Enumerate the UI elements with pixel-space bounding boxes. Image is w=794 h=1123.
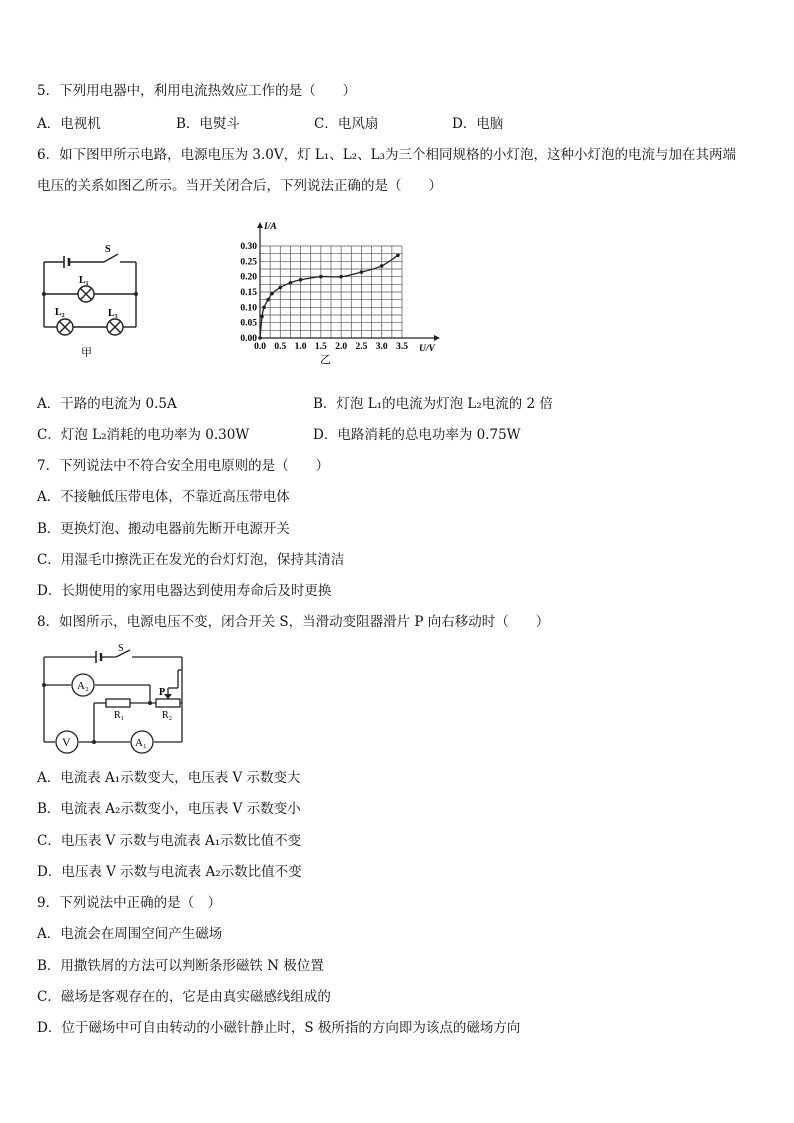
q5-option-a: A．电视机 [37, 116, 101, 132]
chart-series-line [260, 255, 398, 338]
chart-y-tick-label: 0.30 [240, 242, 257, 252]
q6-option-b: B．灯泡 L₁的电流为灯泡 L₂电流的 2 倍 [313, 396, 553, 412]
q6-option-d: D．电路消耗的总电功率为 0.75W [313, 427, 521, 443]
chart-x-tick-label: 2.5 [355, 342, 368, 352]
chart-x-tick-label: 2.0 [335, 342, 348, 352]
chart-y-tick-label: 0.20 [240, 272, 257, 283]
q9-option-c: C．磁场是客观存在的，它是由真实磁感线组成的 [37, 989, 331, 1005]
chart-x-tick-label: 3.5 [396, 342, 408, 352]
chart-data-point [380, 264, 384, 268]
chart-y-arrow [257, 222, 263, 228]
q6-stem-line1: 6．如下图甲所示电路，电源电压为 3.0V，灯 L₁、L₂、L₃为三个相同规格的小灯泡，这种小灯泡的电流与加在其两端 [37, 147, 737, 163]
q6-circuit-figure [36, 240, 148, 360]
q8-switch-label: S [118, 643, 124, 654]
q8-voltmeter-label: V [62, 735, 71, 749]
q8-option-d: D．电压表 V 示数与电流表 A₂示数比值不变 [37, 864, 302, 880]
q9-option-a: A．电流会在周围空间产生磁场 [37, 926, 223, 942]
q6-lamp2-label: L₂ [55, 307, 65, 318]
chart-data-point [299, 278, 303, 282]
q5-option-c: C．电风扇 [314, 116, 379, 132]
q9-option-b: B．用撒铁屑的方法可以判断条形磁铁 N 极位置 [37, 958, 324, 974]
chart-y-tick-label: 0.00 [240, 334, 257, 344]
chart-data-point [289, 281, 293, 285]
q9-option-d: D．位于磁场中可自由转动的小磁针静止时，S 极所指的方向即为该点的磁场方向 [37, 1020, 521, 1036]
chart-x-tick-label: 1.0 [294, 342, 307, 352]
chart-data-point [396, 253, 400, 257]
q5-stem: 5．下列用电器中，利用电流热效应工作的是（ ） [37, 83, 357, 99]
chart-data-point [339, 275, 343, 279]
q8-r1-label: R₁ [114, 710, 125, 721]
q7-stem: 7．下列说法中不符合安全用电原则的是（ ） [37, 458, 330, 474]
q8-r2-label: R₂ [162, 710, 173, 721]
q5-option-d: D．电脑 [452, 116, 504, 132]
chart-ylabel: I/A [264, 222, 277, 232]
q6-stem-line2: 电压的关系如图乙所示。当开关闭合后，下列说法正确的是（ ） [37, 178, 442, 194]
q8-circuit-figure [38, 640, 188, 756]
chart-y-tick-label: 0.15 [240, 288, 257, 298]
chart-x-tick-label: 0.5 [274, 342, 287, 352]
chart-x-tick-label: 1.5 [314, 342, 327, 352]
chart-y-tick-label: 0.10 [240, 303, 257, 314]
q6-lamp1-label: L₁ [79, 275, 89, 286]
chart-data-point [258, 336, 262, 340]
chart-x-tick-label: 3.0 [375, 342, 388, 352]
chart-xlabel: U/V [419, 344, 435, 354]
q6-option-a: A．干路的电流为 0.5A [37, 396, 177, 412]
q8-option-a: A．电流表 A₁示数变大，电压表 V 示数变大 [37, 770, 301, 786]
q8-option-b: B．电流表 A₂示数变小，电压表 V 示数变小 [37, 801, 301, 817]
q7-option-b: B．更换灯泡、搬动电器前先断开电源开关 [37, 521, 290, 537]
q6-lamp3-label: L₃ [108, 308, 118, 319]
q7-option-d: D．长期使用的家用电器达到使用寿命后及时更换 [37, 583, 332, 599]
chart-x-arrow [434, 335, 440, 341]
q9-stem: 9．下列说法中正确的是（ ） [37, 895, 222, 911]
chart-data-point [319, 275, 323, 279]
chart-y-tick-label: 0.25 [240, 257, 257, 268]
chart-data-point [360, 270, 364, 274]
q8-ammeter1-label: A₁ [135, 737, 147, 749]
chart-data-point [270, 292, 274, 296]
q6-figure-a-caption: 甲 [81, 347, 92, 359]
chart-data-point [262, 306, 266, 310]
chart-caption: 乙 [320, 354, 331, 366]
q8-stem: 8．如图所示，电源电压不变，闭合开关 S，当滑动变阻器滑片 P 向右移动时（ ） [37, 614, 550, 630]
q8-slider-label: P [159, 687, 166, 698]
chart-data-point [278, 286, 282, 290]
chart-data-point [260, 315, 264, 319]
chart-data-point [266, 298, 270, 302]
q6-iu-chart [222, 220, 452, 368]
chart-y-tick-label: 0.05 [240, 318, 257, 329]
q8-ammeter2-label: A₂ [77, 680, 89, 692]
q7-option-c: C．用湿毛巾擦洗正在发光的台灯灯泡，保持其清洁 [37, 552, 345, 568]
q8-option-c: C．电压表 V 示数与电流表 A₁示数比值不变 [37, 833, 302, 849]
chart-x-tick-label: 0.0 [254, 342, 266, 352]
q6-switch-label: S [105, 244, 111, 255]
q6-option-c: C．灯泡 L₂消耗的电功率为 0.30W [37, 427, 250, 443]
q5-option-b: B．电熨斗 [176, 116, 240, 132]
q7-option-a: A．不接触低压带电体，不靠近高压带电体 [37, 489, 290, 505]
